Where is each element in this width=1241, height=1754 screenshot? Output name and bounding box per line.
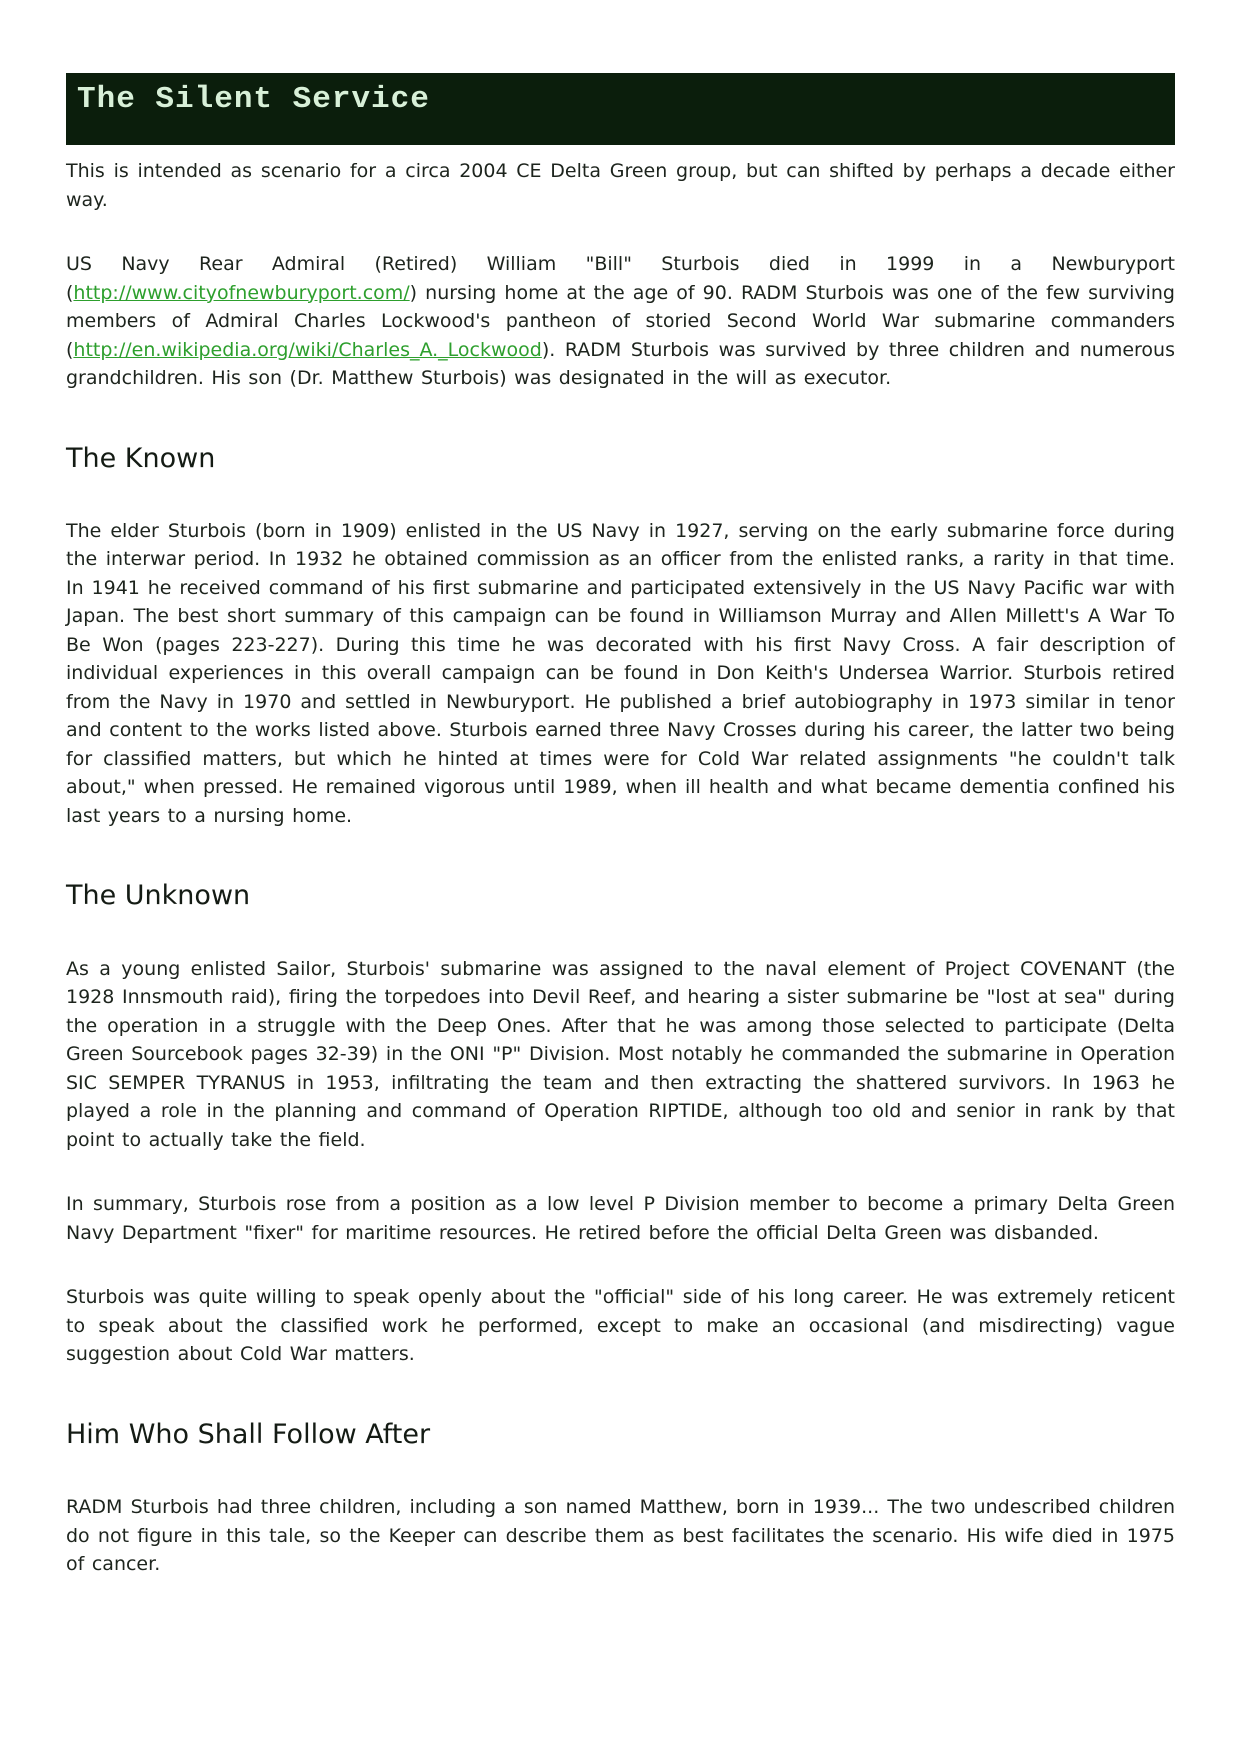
section-paragraph: In summary, Sturbois rose from a position as a low level P Division member to become a primary Delta Green Navy Department "fixer" for maritime resources. He retired before the official Delta Green was disbanded. xyxy=(66,1193,1175,1244)
text-segment: ). RADM Sturbois was survived by three children and numerous grandchildren. His son (Dr. Matthew Sturbois) was designated in the will as executor. xyxy=(66,338,1175,389)
section-heading-him-who-shall-follow-after: Him Who Shall Follow After xyxy=(66,1418,431,1450)
section-paragraph: RADM Sturbois had three children, including a son named Matthew, born in 1939... The two undescribed children do not figure in this tale, so the Keeper can describe them as best facilitates the scenario. His wife died in 1975 of cancer. xyxy=(66,1496,1175,1576)
document-title-bar xyxy=(66,73,1175,145)
bio-paragraph xyxy=(66,250,1175,393)
document-title: The Silent Service xyxy=(77,82,430,117)
section-heading-the-unknown: The Unknown xyxy=(66,880,251,912)
text-segment: US Navy Rear Admiral (Retired) William "Bill" Sturbois died in 1999 in a Newburyport ( xyxy=(66,253,1175,304)
section-heading-the-known: The Known xyxy=(66,442,216,474)
section-paragraph: The elder Sturbois (born in 1909) enlisted in the US Navy in 1927, serving on the early submarine force during the interwar period. In 1932 he obtained commission as an officer from the enlisted ranks, a rarity in that time. In 1941 he received command of his first submarine and participated extensively in the US Navy Pacific war with Japan. The best short summary of this campaign can be found in Williamson Murray and Allen Millett's A War To Be Won (pages 223-227). During this time he was decorated with his first Navy Cross. A fair description of individual experiences in this overall campaign can be found in Don Keith's Undersea Warrior. Sturbois retired from the Navy in 1970 and settled in Newburyport. He published a brief autobiography in 1973 similar in tenor and content to the works listed above. Sturbois earned three Navy Crosses during his career, the latter two being for classified matters, but which he hinted at times were for Cold War related assignments "he couldn't talk about," when pressed. He remained vigorous until 1989, when ill health and what became dementia confined his last years to a nursing home. xyxy=(66,519,1175,827)
section-paragraph: As a young enlisted Sailor, Sturbois' submarine was assigned to the naval element of Project COVENANT (the 1928 Innsmouth raid), firing the torpedoes into Devil Reef, and hearing a sister submarine be "lost at sea" during the operation in a struggle with the Deep Ones. After that he was among those selected to participate (Delta Green Sourcebook pages 32-39) in the ONI "P" Division. Most notably he commanded the submarine in Operation SIC SEMPER TYRANUS in 1953, infiltrating the team and then extracting the shattered survivors. In 1963 he played a role in the planning and command of Operation RIPTIDE, although too old and senior in rank by that point to actually take the field. xyxy=(66,957,1175,1151)
newburyport-link[interactable]: http://www.cityofnewburyport.com/ xyxy=(73,281,410,304)
section-paragraph: Sturbois was quite willing to speak openly about the "official" side of his long career. He was extremely reticent to speak about the classified work he performed, except to make an occasional (and misdirecting) vague suggestion about Cold War matters. xyxy=(66,1286,1175,1366)
lockwood-wikipedia-link[interactable]: http://en.wikipedia.org/wiki/Charles_A._Lockwood xyxy=(73,338,542,361)
intro-paragraph: This is intended as scenario for a circa 2004 CE Delta Green group, but can shifted by perhaps a decade either way. xyxy=(66,160,1175,211)
text-segment: ) nursing home at the age of 90. RADM Sturbois was one of the few surviving members of Admiral Charles Lockwood's pantheon of storied Second World War submarine commanders ( xyxy=(66,281,1175,361)
